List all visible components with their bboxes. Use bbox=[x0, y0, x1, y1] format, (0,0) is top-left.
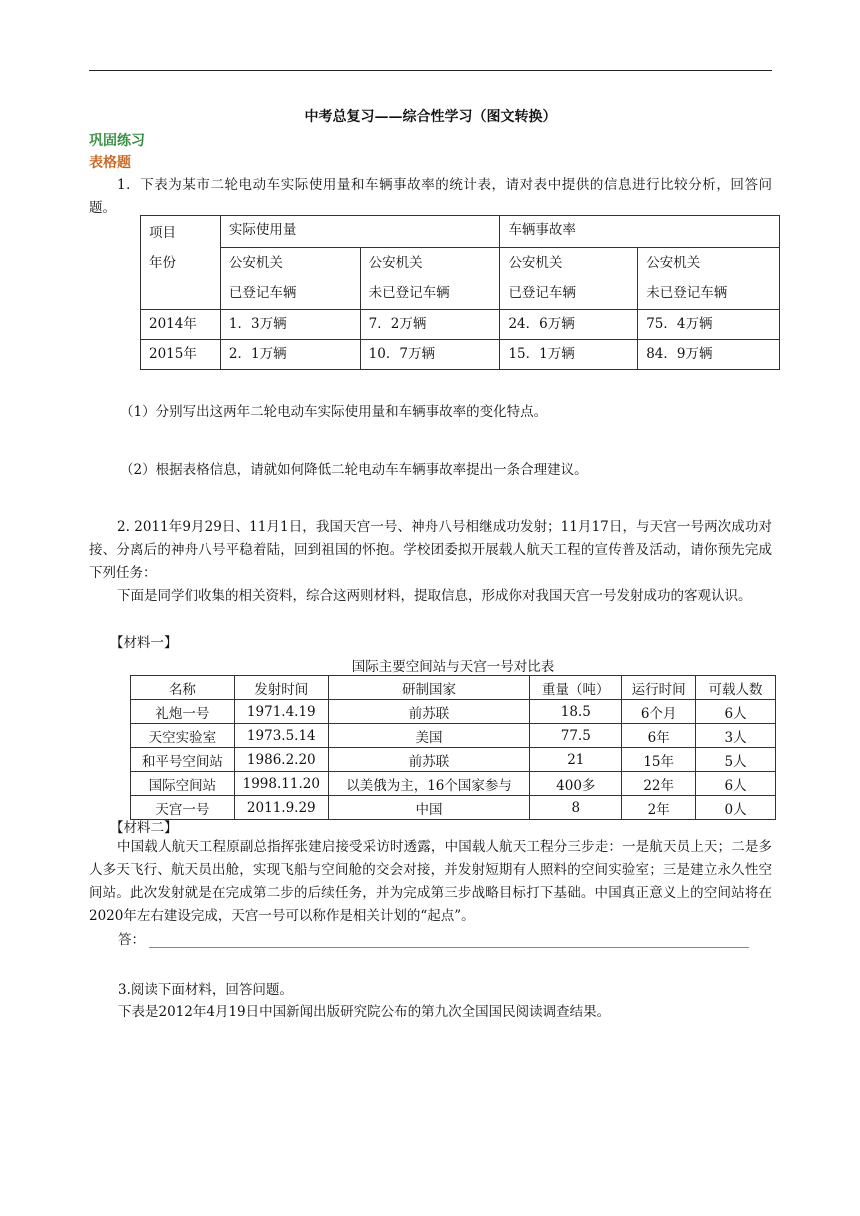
column-header: 名称 bbox=[131, 676, 235, 700]
table-cell: 前苏联 bbox=[328, 700, 530, 724]
sub-header-line1: 公安机关 bbox=[228, 255, 283, 271]
table-cell: 2011.9.29 bbox=[234, 796, 328, 820]
table-cell: 6人 bbox=[696, 772, 776, 796]
table-cell: 国际空间站 bbox=[131, 772, 235, 796]
question-2-text2: 下面是同学们收集的相关资料，综合这两则材料，提取信息，形成你对我国天宫一号发射成功的客观认识。 bbox=[117, 588, 752, 604]
table-cell: 75．4万辆 bbox=[638, 310, 780, 340]
sub-header-line2: 已登记车辆 bbox=[228, 285, 297, 301]
table-cell: 以美俄为主，16个国家参与 bbox=[328, 772, 530, 796]
table-cell: 15．1万辆 bbox=[500, 340, 638, 370]
table-cell: 6人 bbox=[696, 700, 776, 724]
table-cell: 前苏联 bbox=[328, 748, 530, 772]
table-cell: 0人 bbox=[696, 796, 776, 820]
material-2-label: 【材料二】 bbox=[110, 820, 178, 836]
table-cell: 400多 bbox=[530, 772, 622, 796]
table-corner-cell bbox=[141, 216, 221, 310]
question-3-text2: 下表是2012年4月19日中国新闻出版研究院公布的第九次全国国民阅读调查结果。 bbox=[118, 1004, 611, 1020]
table-row bbox=[141, 340, 780, 370]
table-cell: 84．9万辆 bbox=[638, 340, 780, 370]
sub-header-line1: 公安机关 bbox=[368, 255, 423, 271]
question-3-text: 3.阅读下面材料，回答问题。 bbox=[118, 982, 293, 998]
question-2-text: 2. 2011年9月29日、11月1日，我国天宫一号、神舟八号相继成功发射；11月17日，与天宫一号两次成功对接、分离后的神舟八号平稳着陆，回到祖国的怀抱。学校团委拟开展载人航天工程的宣传普及活动，请你预先完成下列任务： bbox=[89, 519, 772, 581]
table-cell: 1998.11.20 bbox=[234, 772, 328, 796]
answer-blank-line[interactable] bbox=[149, 933, 749, 948]
table-cell: 礼炮一号 bbox=[131, 700, 235, 724]
table-cell: 6个月 bbox=[622, 700, 696, 724]
table-cell: 8 bbox=[530, 796, 622, 820]
table-cell: 18.5 bbox=[530, 700, 622, 724]
table-cell: 天空实验室 bbox=[131, 724, 235, 748]
row-year: 2014年 bbox=[141, 310, 221, 340]
table-cell: 10．7万辆 bbox=[360, 340, 500, 370]
row-year: 2015年 bbox=[141, 340, 221, 370]
table-cell: 1971.4.19 bbox=[234, 700, 328, 724]
table-cell: 5人 bbox=[696, 748, 776, 772]
table-cell: 和平号空间站 bbox=[131, 748, 235, 772]
answer-area bbox=[118, 928, 749, 948]
table-row bbox=[141, 310, 780, 340]
column-header: 重量（吨） bbox=[530, 676, 622, 700]
table-cell: 22年 bbox=[622, 772, 696, 796]
table-row bbox=[131, 700, 776, 724]
question-1-sub2: （2）根据表格信息，请就如何降低二轮电动车车辆事故率提出一条合理建议。 bbox=[120, 462, 588, 478]
table-cell: 15年 bbox=[622, 748, 696, 772]
sub-header-line1: 公安机关 bbox=[646, 255, 701, 271]
section-heading-practice: 巩固练习 bbox=[89, 133, 145, 149]
material-2-text: 中国载人航天工程原副总指挥张建启接受采访时透露，中国载人航天工程分三步走：一是航天员上天；二是多人多天飞行、航天员出舱，实现飞船与空间舱的交会对接，并发射短期有人照料的空间实验室；三是建立永久性空间站。此次发射就是在完成第二步的后续任务，并为完成第三步战略目标打下基础。中国真正意义上的空间站将在2020年左右建设完成，天宫一号可以称作是相关计划的“起点”。 bbox=[89, 839, 772, 924]
table-cell: 77.5 bbox=[530, 724, 622, 748]
sub-header-cell bbox=[220, 248, 360, 310]
table-row bbox=[131, 772, 776, 796]
table-cell: 美国 bbox=[328, 724, 530, 748]
table-row bbox=[131, 724, 776, 748]
column-header: 运行时间 bbox=[622, 676, 696, 700]
sub-header-line2: 未已登记车辆 bbox=[646, 285, 728, 301]
table-cell: 1．3万辆 bbox=[220, 310, 360, 340]
corner-top: 项目 bbox=[149, 225, 176, 241]
corner-bottom: 年份 bbox=[149, 255, 176, 271]
sub-header-line2: 未已登记车辆 bbox=[368, 285, 450, 301]
group-header-accident: 车辆事故率 bbox=[500, 216, 780, 248]
table-cell: 2年 bbox=[622, 796, 696, 820]
table-cell: 中国 bbox=[328, 796, 530, 820]
table-caption: 国际主要空间站与天宫一号对比表 bbox=[351, 659, 555, 675]
column-header: 可载人数 bbox=[696, 676, 776, 700]
header-rule bbox=[89, 70, 772, 71]
question-1-sub1: （1）分别写出这两年二轮电动车实际使用量和车辆事故率的变化特点。 bbox=[120, 404, 548, 420]
sub-header-cell bbox=[500, 248, 638, 310]
group-header-usage: 实际使用量 bbox=[220, 216, 500, 248]
column-header: 发射时间 bbox=[234, 676, 328, 700]
table-header-row bbox=[131, 676, 776, 700]
question-1-text: 1．下表为某市二轮电动车实际使用量和车辆事故率的统计表，请对表中提供的信息进行比较分析，回答问题。 bbox=[89, 177, 772, 216]
table-cell: 6年 bbox=[622, 724, 696, 748]
material-1-label: 【材料一】 bbox=[110, 635, 178, 651]
table-cell: 天宫一号 bbox=[131, 796, 235, 820]
answer-label: 答： bbox=[118, 932, 145, 948]
table-cell: 3人 bbox=[696, 724, 776, 748]
table-row bbox=[131, 796, 776, 820]
sub-header-line1: 公安机关 bbox=[508, 255, 563, 271]
page-title: 中考总复习——综合性学习（图文转换） bbox=[304, 109, 557, 125]
table-cell: 1986.2.20 bbox=[234, 748, 328, 772]
ebike-table bbox=[140, 215, 780, 370]
space-station-table bbox=[130, 675, 776, 820]
table-row bbox=[131, 748, 776, 772]
table-cell: 1973.5.14 bbox=[234, 724, 328, 748]
table-cell: 21 bbox=[530, 748, 622, 772]
sub-header-line2: 已登记车辆 bbox=[508, 285, 576, 301]
table-cell: 2．1万辆 bbox=[220, 340, 360, 370]
section-heading-table: 表格题 bbox=[89, 155, 131, 171]
table-cell: 7．2万辆 bbox=[360, 310, 500, 340]
sub-header-cell bbox=[360, 248, 500, 310]
column-header: 研制国家 bbox=[328, 676, 530, 700]
sub-header-cell bbox=[638, 248, 780, 310]
table-cell: 24．6万辆 bbox=[500, 310, 638, 340]
